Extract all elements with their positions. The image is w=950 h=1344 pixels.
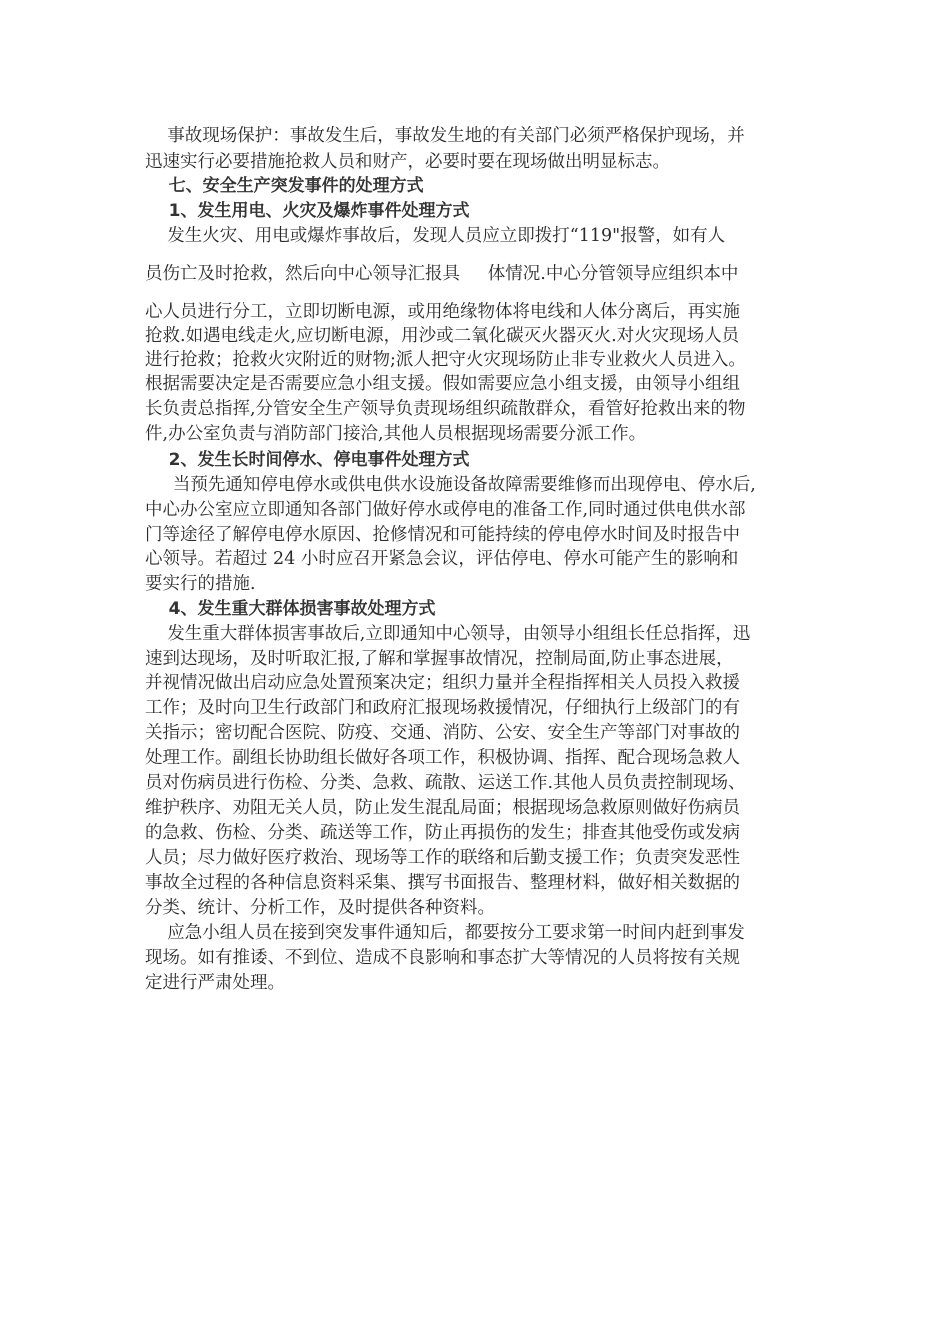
- text-line: 长负责总指挥,分管安全生产领导负责现场组织疏散群众，看管好抢救出来的物: [145, 399, 746, 419]
- text-line: 工作；及时向卫生行政部门和政府汇报现场救援情况，仔细执行上级部门的有: [145, 698, 740, 718]
- text-line: 根据需要决定是否需要应急小组支援。假如需要应急小组支援，由领导小组组: [145, 374, 740, 394]
- text-line: 发生重大群体损害事故后,立即通知中心领导，由领导小组组长任总指挥，迅: [145, 624, 751, 644]
- text-line: 要实行的措施.: [145, 574, 256, 594]
- text-line: 速到达现场，及时听取汇报,了解和掌握事故情况，控制局面,防止事态进展，: [145, 649, 734, 669]
- text-line: 进行抢救；抢救火灾附近的财物;派人把守火灾现场防止非专业救火人员进入。: [145, 350, 746, 370]
- section-heading: 4、发生重大群体损害事故处理方式: [145, 599, 436, 619]
- text-line: 并视情况做出启动应急处置预案决定；组织力量并全程指挥相关人员投入救援: [145, 673, 740, 693]
- text-line: 处理工作。副组长协助组长做好各项工作，积极协调、指挥、配合现场急救人: [145, 748, 740, 768]
- text-line: 的急救、伤检、分类、疏送等工作，防止再损伤的发生；排查其他受伤或发病: [145, 823, 740, 843]
- text-line: 心领导。若超过 24 小时应召开紧急会议，评估停电、停水可能产生的影响和: [145, 549, 739, 569]
- section-heading: 七、安全生产突发事件的处理方式: [145, 176, 424, 196]
- text-line: 抢救.如遇电线走火,应切断电源，用沙或二氧化碳灭火器灭火.对火灾现场人员: [145, 326, 740, 346]
- text-line: 人员；尽力做好医疗救治、现场等工作的联络和后勤支援工作；负责突发恶性: [145, 848, 740, 868]
- text-line: 事故现场保护：事故发生后，事故发生地的有关部门必须严格保护现场，并: [145, 126, 745, 146]
- text-line: 定进行严肃处理。: [145, 973, 285, 993]
- section-heading: 2、发生长时间停水、停电事件处理方式: [145, 450, 470, 470]
- section-heading: 1、发生用电、火灾及爆炸事件处理方式: [145, 201, 470, 221]
- text-line: 件,办公室负责与消防部门接洽,其他人员根据现场需要分派工作。: [145, 424, 647, 444]
- text-line: 员对伤病员进行伤检、分类、急救、疏散、运送工作.其他人员负责控制现场、: [145, 773, 746, 793]
- text-line: 维护秩序、劝阻无关人员，防止发生混乱局面；根据现场急救原则做好伤病员: [145, 798, 740, 818]
- text-line: 门等途径了解停电停水原因、抢修情况和可能持续的停电停水时间及时报告中: [145, 525, 740, 545]
- text-line: 中心办公室应立即通知各部门做好停水或停电的准备工作,同时通过供电供水部: [145, 500, 746, 520]
- text-line: 分类、统计、分析工作，及时提供各种资料。: [145, 898, 495, 918]
- text-line: 当预先通知停电停水或供电供水设施设备故障需要维修而出现停电、停水后,: [145, 475, 756, 495]
- text-line: 应急小组人员在接到突发事件通知后，都要按分工要求第一时间内赶到事发: [145, 923, 745, 943]
- text-line: 现场。如有推诿、不到位、造成不良影响和事态扩大等情况的人员将按有关规: [145, 948, 740, 968]
- text-line: 心人员进行分工，立即切断电源，或用绝缘物体将电线和人体分离后，再实施: [145, 302, 740, 322]
- text-line: 员伤亡及时抢救，然后向中心领导汇报具 体情况.中心分管领导应组织本中: [145, 264, 739, 284]
- text-line: 迅速实行必要措施抢救人员和财产，必要时要在现场做出明显标志。: [145, 152, 670, 172]
- text-line: 事故全过程的各种信息资料采集、撰写书面报告、整理材料，做好相关数据的: [145, 873, 740, 893]
- text-line: 关指示；密切配合医院、防疫、交通、消防、公安、安全生产等部门对事故的: [145, 723, 740, 743]
- text-line: 发生火灾、用电或爆炸事故后，发现人员应立即拨打“119"报警，如有人: [145, 226, 726, 246]
